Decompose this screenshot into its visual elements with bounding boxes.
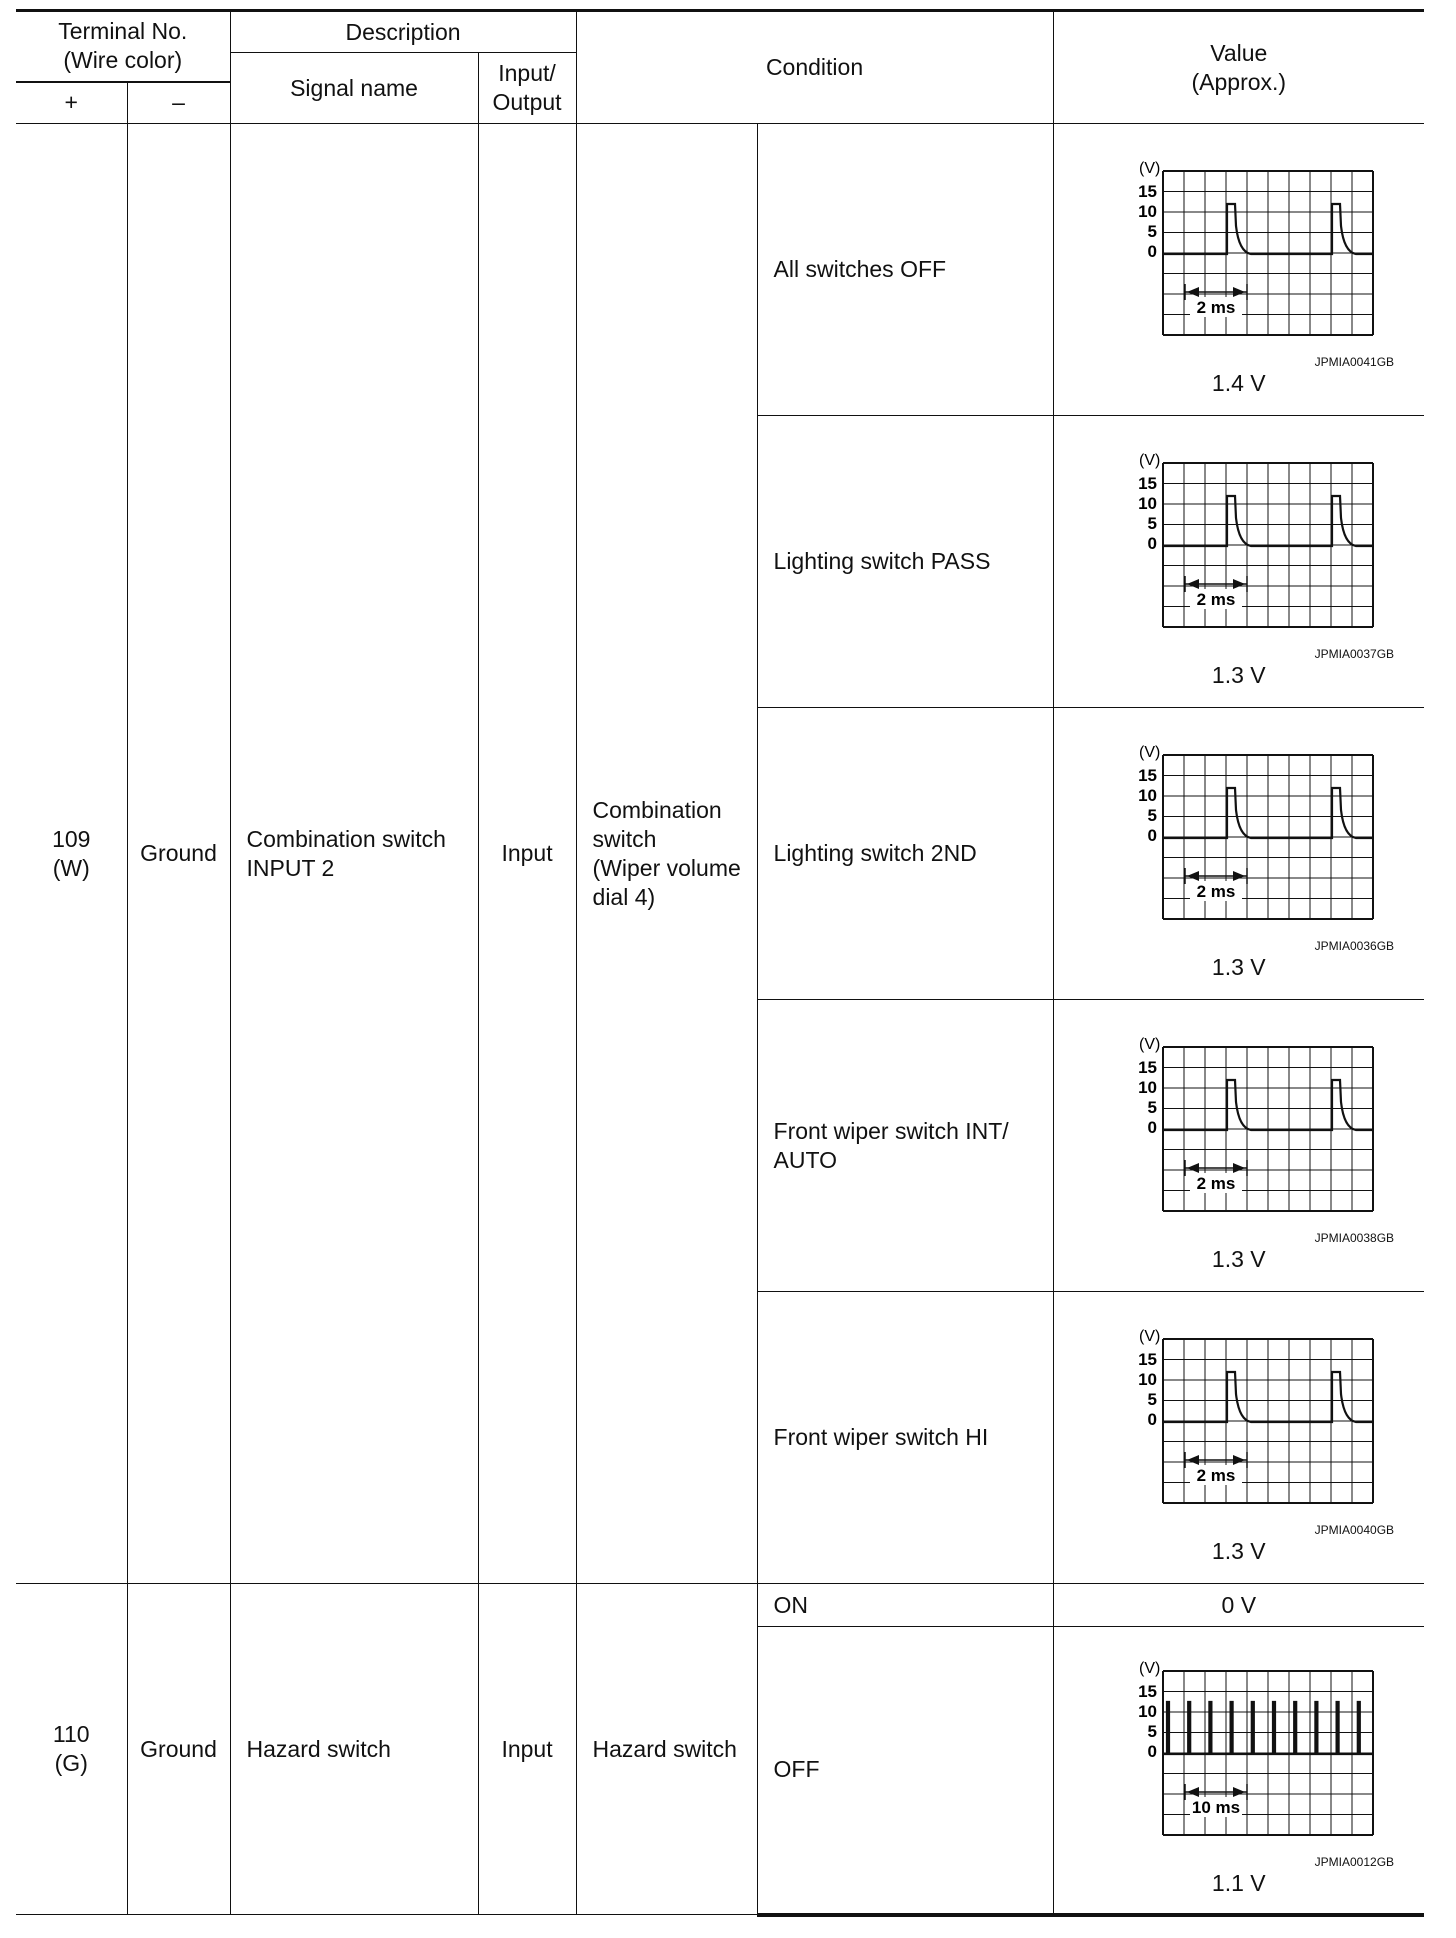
header-condition: Condition xyxy=(576,11,1053,124)
scope-tick-label: 10 xyxy=(1137,1701,1157,1721)
scope-unit-label: (V) xyxy=(1138,1035,1161,1053)
scope-scale-marker xyxy=(1185,284,1247,317)
scope-tick-label: 10 xyxy=(1137,1077,1157,1097)
header-value: Value (Approx.) xyxy=(1053,11,1424,124)
sub-condition: Lighting switch PASS xyxy=(757,416,1053,708)
terminal-spec-table xyxy=(16,9,1424,1917)
scope-tick-label: 10 xyxy=(1137,1369,1157,1389)
value-cell xyxy=(1053,124,1424,416)
scope-tick-label: 0 xyxy=(1147,533,1157,553)
waveform-10ms xyxy=(1089,1653,1389,1855)
waveform-2ms xyxy=(1089,445,1389,647)
terminal-109: 109 (W) xyxy=(16,124,127,1584)
sub-condition: Front wiper switch INT/ AUTO xyxy=(757,1000,1053,1292)
io-110: Input xyxy=(478,1584,576,1915)
header-signal-name: Signal name xyxy=(230,53,478,124)
scope-tick-label: 10 xyxy=(1137,201,1157,221)
scope-tick-label: 5 xyxy=(1147,513,1157,533)
signal-name-110: Hazard switch xyxy=(230,1584,478,1915)
value-cell xyxy=(1053,1000,1424,1292)
scope-tick-label: 15 xyxy=(1137,181,1157,201)
scope-scale-label: 2 ms xyxy=(1196,589,1236,609)
scope-unit-label: (V) xyxy=(1138,1659,1161,1677)
header-minus: – xyxy=(127,82,230,124)
scope-unit-label: (V) xyxy=(1138,451,1161,469)
minus-terminal-110: Ground xyxy=(127,1584,230,1915)
scope-tick-label: 15 xyxy=(1137,1681,1157,1701)
scope-unit-label: (V) xyxy=(1138,743,1161,761)
value: 1.1 V xyxy=(1211,1869,1266,1896)
figure-code: JPMIA0012GB xyxy=(1314,1854,1395,1869)
minus-terminal-109: Ground xyxy=(127,124,230,1584)
scope-tick-label: 0 xyxy=(1147,1409,1157,1429)
header-terminal-no: Terminal No. (Wire color) xyxy=(16,11,230,82)
scope-tick-label: 15 xyxy=(1137,473,1157,493)
scope-scale-label: 2 ms xyxy=(1196,1465,1236,1485)
table-row xyxy=(16,124,1424,416)
figure-code: JPMIA0037GB xyxy=(1314,646,1395,661)
waveform-2ms xyxy=(1089,1029,1389,1231)
value-cell xyxy=(1053,1292,1424,1584)
header-plus: + xyxy=(16,82,127,124)
scope-unit-label: (V) xyxy=(1138,159,1161,177)
value-cell xyxy=(1053,708,1424,1000)
waveform-2ms xyxy=(1089,1321,1389,1523)
scope-scale-label: 2 ms xyxy=(1196,297,1236,317)
sub-condition: OFF xyxy=(757,1627,1053,1915)
sub-condition: Lighting switch 2ND xyxy=(757,708,1053,1000)
figure-code: JPMIA0038GB xyxy=(1314,1230,1395,1245)
sub-condition: Front wiper switch HI xyxy=(757,1292,1053,1584)
scope-tick-label: 10 xyxy=(1137,493,1157,513)
figure-code: JPMIA0040GB xyxy=(1314,1522,1395,1537)
scope-scale-marker xyxy=(1185,1452,1247,1485)
header-description: Description xyxy=(230,11,576,53)
scope-tick-label: 15 xyxy=(1137,1057,1157,1077)
figure-code: JPMIA0036GB xyxy=(1314,938,1395,953)
waveform-2ms xyxy=(1089,153,1389,355)
signal-name-109: Combination switch INPUT 2 xyxy=(230,124,478,1584)
scope-scale-marker xyxy=(1185,868,1247,901)
value: 1.3 V xyxy=(1211,1245,1266,1272)
value: 1.4 V xyxy=(1211,369,1266,396)
sub-condition: ON xyxy=(757,1584,1053,1627)
table-row xyxy=(16,1584,1424,1627)
scope-tick-label: 0 xyxy=(1147,1117,1157,1137)
scope-tick-label: 5 xyxy=(1147,1389,1157,1409)
condition-109: Combination switch (Wiper volume dial 4) xyxy=(576,124,757,1584)
scope-scale-label: 10 ms xyxy=(1191,1797,1240,1817)
io-109: Input xyxy=(478,124,576,1584)
value: 0 V xyxy=(1053,1584,1424,1627)
scope-scale-marker xyxy=(1185,576,1247,609)
scope-scale-marker xyxy=(1185,1160,1247,1193)
scope-tick-label: 0 xyxy=(1147,1741,1157,1761)
scope-tick-label: 0 xyxy=(1147,825,1157,845)
condition-110: Hazard switch xyxy=(576,1584,757,1915)
value: 1.3 V xyxy=(1211,953,1266,980)
scope-tick-label: 0 xyxy=(1147,241,1157,261)
scope-tick-label: 15 xyxy=(1137,1349,1157,1369)
figure-code: JPMIA0041GB xyxy=(1314,354,1395,369)
scope-tick-label: 5 xyxy=(1147,805,1157,825)
sub-condition: All switches OFF xyxy=(757,124,1053,416)
scope-scale-label: 2 ms xyxy=(1196,1173,1236,1193)
terminal-110: 110 (G) xyxy=(16,1584,127,1915)
scope-tick-label: 5 xyxy=(1147,1721,1157,1741)
scope-tick-label: 5 xyxy=(1147,221,1157,241)
value: 1.3 V xyxy=(1211,661,1266,688)
value: 1.3 V xyxy=(1211,1537,1266,1564)
scope-unit-label: (V) xyxy=(1138,1327,1161,1345)
value-cell xyxy=(1053,1627,1424,1915)
header-input-output: Input/ Output xyxy=(478,53,576,124)
value-cell xyxy=(1053,416,1424,708)
scope-scale-marker xyxy=(1185,1784,1247,1817)
scope-tick-label: 10 xyxy=(1137,785,1157,805)
scope-tick-label: 15 xyxy=(1137,765,1157,785)
scope-scale-label: 2 ms xyxy=(1196,881,1236,901)
scope-tick-label: 5 xyxy=(1147,1097,1157,1117)
waveform-2ms xyxy=(1089,737,1389,939)
